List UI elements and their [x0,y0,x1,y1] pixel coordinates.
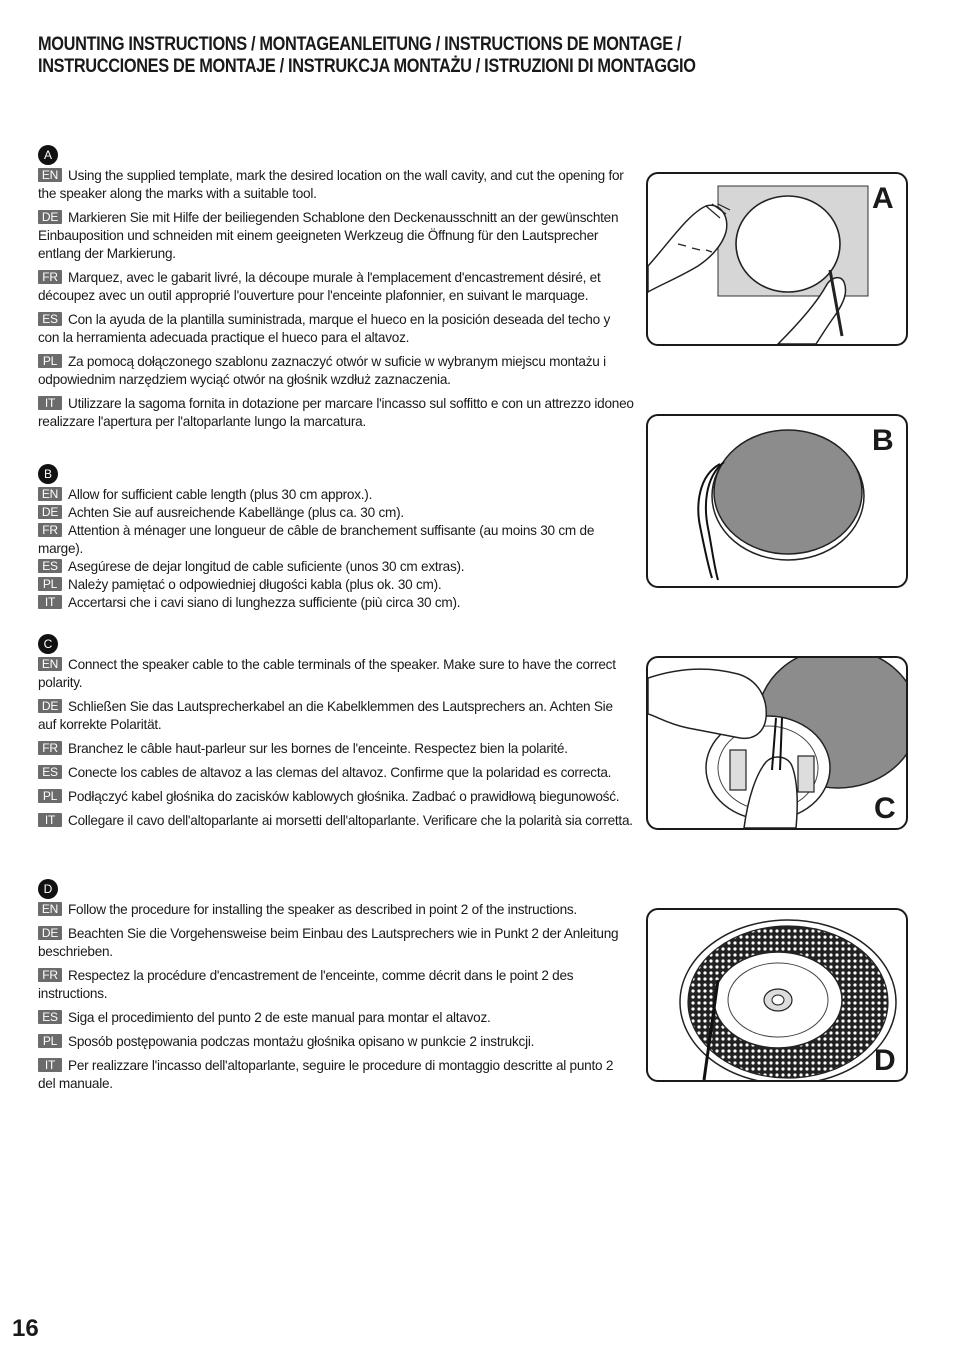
lang-badge-de: DE [38,699,62,713]
lang-badge-es: ES [38,1010,62,1024]
step-c-fr [38,740,634,758]
step-d-pl [38,1033,634,1051]
figure-c-illustration [648,658,906,828]
step-b-fr-text: Attention à ménager une longueur de câble de branchement suffisante (au moins 30 cm de marge). [38,523,595,556]
step-b-es [38,558,634,576]
step-a-pl-text: Za pomocą dołączonego szablonu zaznaczyć otwór w suficie w wybranym miejscu montażu i odpowiednim narzędziem wyciąć otwór na głośnik wzdłuż zaznaczenia. [38,354,606,387]
lang-badge-pl: PL [38,1034,62,1048]
lang-badge-en: EN [38,487,62,501]
step-c-pl [38,788,634,806]
lang-badge-es: ES [38,559,62,573]
figure-c [646,656,908,830]
page-title-line-1: MOUNTING INSTRUCTIONS / MONTAGEANLEITUNG / INSTRUCTIONS DE MONTAGE / [38,34,682,55]
lang-badge-fr: FR [38,968,62,982]
step-d-it [38,1057,634,1093]
step-c-en-text: Connect the speaker cable to the cable terminals of the speaker. Make sure to have the correct polarity. [38,657,616,690]
step-a-it-text: Utilizzare la sagoma fornita in dotazione per marcare l'incasso sul soffitto e con un attrezzo idoneo realizzare l'apertura per l'altoparlante lungo la marcatura. [38,396,634,429]
step-a-pl [38,353,634,389]
step-c-fr-text: Branchez le câble haut-parleur sur les bornes de l'enceinte. Respectez bien la polarité. [68,741,568,756]
figure-b-illustration [648,416,906,586]
step-d-de-text: Beachten Sie die Vorgehensweise beim Einbau des Lautsprechers wie in Punkt 2 der Anleitung beschrieben. [38,926,619,959]
lang-badge-pl: PL [38,577,62,591]
lang-badge-es: ES [38,312,62,326]
step-c-section [38,634,634,836]
step-d-marker: D [38,879,58,899]
step-c-marker: C [38,634,58,654]
lang-badge-fr: FR [38,270,62,284]
lang-badge-it: IT [38,595,62,609]
lang-badge-fr: FR [38,741,62,755]
figure-b [646,414,908,588]
step-b-pl [38,576,634,594]
figure-a-label: A [872,182,894,215]
step-b-it [38,594,634,612]
step-c-en [38,656,634,692]
step-a-fr-text: Marquez, avec le gabarit livré, la découpe murale à l'emplacement d'encastrement désiré, et découpez avec un outil approprié l'ouverture pour l'enceinte plafonnier, en suivant le marquage. [38,270,601,303]
step-a-en-text: Using the supplied template, mark the desired location on the wall cavity, and cut the opening for the speaker along the marks with a suitable tool. [38,168,624,201]
step-b-fr [38,522,634,558]
step-a-fr [38,269,634,305]
step-a-de [38,209,634,263]
step-a-it [38,395,634,431]
page-number: 16 [12,1315,39,1342]
step-b-pl-text: Należy pamiętać o odpowiedniej długości kabla (plus ok. 30 cm). [68,577,442,592]
lang-badge-pl: PL [38,354,62,368]
step-c-it-text: Collegare il cavo dell'altoparlante ai morsetti dell'altoparlante. Verificare che la polarità sia corretta. [68,813,633,828]
step-b-de-text: Achten Sie auf ausreichende Kabellänge (plus ca. 30 cm). [68,505,404,520]
step-b-section [38,464,634,612]
step-d-pl-text: Sposób postępowania podczas montażu głośnika opisano w punkcie 2 instrukcji. [68,1034,535,1049]
lang-badge-en: EN [38,657,62,671]
step-d-fr [38,967,634,1003]
step-b-de [38,504,634,522]
lang-badge-en: EN [38,168,62,182]
step-d-section [38,879,634,1099]
figure-d-illustration [648,910,906,1080]
step-b-it-text: Accertarsi che i cavi siano di lunghezza sufficiente (più circa 30 cm). [68,595,461,610]
step-c-it [38,812,634,830]
step-d-en-text: Follow the procedure for installing the speaker as described in point 2 of the instructions. [68,902,577,917]
step-b-marker: B [38,464,58,484]
lang-badge-it: IT [38,1058,62,1072]
step-c-pl-text: Podłączyć kabel głośnika do zacisków kablowych głośnika. Zadbać o prawidłową biegunowość. [68,789,620,804]
step-a-es [38,311,634,347]
figure-a [646,172,908,346]
step-a-de-text: Markieren Sie mit Hilfe der beiliegenden Schablone den Deckenausschnitt an der gewünschten Einbauposition und schneiden mit einem geeigneten Werkzeug die Öffnung für den Lautsprecher entlang der Markierung. [38,210,619,261]
figure-d [646,908,908,1082]
lang-badge-de: DE [38,210,62,224]
page-title [38,34,795,78]
step-c-es [38,764,634,782]
lang-badge-pl: PL [38,789,62,803]
figure-b-label: B [872,424,894,457]
step-c-es-text: Conecte los cables de altavoz a las clemas del altavoz. Confirme que la polaridad es correcta. [68,765,612,780]
step-d-en [38,901,634,919]
page-title-line-2: INSTRUCCIONES DE MONTAJE / INSTRUKCJA MONTAŻU / ISTRUZIONI DI MONTAGGIO [38,56,696,77]
lang-badge-en: EN [38,902,62,916]
step-c-de [38,698,634,734]
step-b-en [38,486,634,504]
lang-badge-de: DE [38,926,62,940]
step-b-en-text: Allow for sufficient cable length (plus 30 cm approx.). [68,487,373,502]
figure-d-label: D [874,1044,896,1077]
step-d-de [38,925,634,961]
lang-badge-it: IT [38,813,62,827]
figure-c-label: C [874,792,896,825]
figure-a-illustration [648,174,906,344]
lang-badge-es: ES [38,765,62,779]
step-d-es [38,1009,634,1027]
step-c-de-text: Schließen Sie das Lautsprecherkabel an die Kabelklemmen des Lautsprechers an. Achten Sie auf korrekte Polarität. [38,699,613,732]
lang-badge-fr: FR [38,523,62,537]
step-a-section [38,145,634,437]
step-d-it-text: Per realizzare l'incasso dell'altoparlante, seguire le procedure di montaggio descritte al punto 2 del manuale. [38,1058,614,1091]
lang-badge-it: IT [38,396,62,410]
step-d-fr-text: Respectez la procédure d'encastrement de l'enceinte, comme décrit dans le point 2 des instructions. [38,968,574,1001]
lang-badge-de: DE [38,505,62,519]
step-a-es-text: Con la ayuda de la plantilla suministrada, marque el hueco en la posición deseada del techo y con la herramienta adecuada practique el hueco para el altavoz. [38,312,611,345]
step-b-es-text: Asegúrese de dejar longitud de cable suficiente (unos 30 cm extras). [68,559,465,574]
step-a-en [38,167,634,203]
step-a-marker: A [38,145,58,165]
step-d-es-text: Siga el procedimiento del punto 2 de este manual para montar el altavoz. [68,1010,491,1025]
